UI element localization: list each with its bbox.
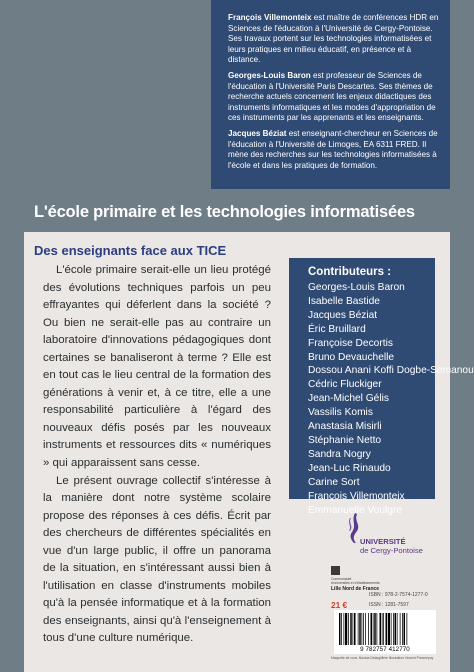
contributor-name: Jean-Luc Rinaudo [308, 462, 391, 474]
contributor-name: Georges-Louis Baron [308, 282, 405, 293]
summary-paragraph: L'école primaire serait-elle un lieu protégé des évolutions techniques parfois un peu effrayantes qui déferlent dans la société ? Ou bien ne serait-elle pas au contraire un laboratoire d'innovations pédagogiques dont certaines se banaliseront à terme ? Elle est en tout cas le lieu central de la formation des générations à venir et, à ce titre, elle a une responsabilité particulière à l'égard des nouveaux défis posés par les nouveaux instruments et ressources dits « numériques » qui apparaissent sans cesse. [43, 264, 271, 470]
contributor-name: François Villemonteix [308, 490, 405, 502]
author-name: François Villemonteix [228, 13, 312, 22]
author-bio [228, 129, 440, 171]
contributors-heading: Contributeurs : [308, 266, 392, 278]
contributor-name: Emmanuelle Voulgre [308, 504, 403, 516]
contributor-name: Bruno Devauchelle [308, 351, 395, 363]
contributors-list [308, 281, 474, 517]
contributor-name: Françoise Decortis [308, 337, 393, 349]
university-name: UNIVERSITÉ [360, 537, 406, 546]
partner-line: d'universités et d'établissements [331, 581, 380, 585]
price: 21 € [331, 600, 348, 610]
author-name: Jacques Béziat [228, 129, 287, 138]
barcode-digits: 9 782757 412770 [360, 646, 410, 653]
author-bio-text: est enseignant-chercheur en Sciences de l'éducation à l'Université de Limoges, EA 6311 FRED. Il mène des recherches sur les technologies informatisées à l'école et dans les pratiques de formation. [228, 129, 438, 170]
contributor-name: Isabelle Bastide [308, 295, 380, 307]
contributor-name: Jacques Béziat [308, 309, 378, 321]
contributor-name: Dossou Anani Koffi Dogbe-Semanou [308, 365, 474, 377]
author-bio-text: est professeur de Sciences de l'éducation à l'Université Paris Descartes. Ses thèmes de recherche actuels concernent les enjeux didactiques des instruments informatiques et les modes d'appropriation de ces instruments par les apprenants et les enseignants. [228, 71, 436, 123]
partner-emblem-icon [331, 566, 340, 575]
barcode [334, 610, 436, 654]
contributor-name: Éric Bruillard [308, 323, 366, 335]
contributor-name: Sandra Nogry [308, 448, 371, 460]
author-bio [228, 13, 440, 66]
contributor-name: Anastasia Misirli [308, 421, 382, 433]
university-location: de Cergy-Pontoise [360, 546, 423, 555]
contributor-name: Vassilis Komis [308, 407, 373, 419]
author-bio [228, 71, 440, 124]
contributor-name: Carine Sort [308, 476, 360, 488]
barcode-bars-icon [334, 610, 436, 646]
book-subtitle: Des enseignants face aux TICE [34, 243, 227, 258]
book-title: L'école primaire et les technologies informatisées [34, 203, 415, 221]
summary-text [43, 262, 271, 648]
partner-line: Communauté [331, 577, 352, 581]
summary-paragraph: Le présent ouvrage collectif s'intéresse à la manière dont notre système scolaire propose des réponses à ces défis. Écrit par des chercheurs de différentes spécialités en vue d'un large public, il offre un panorama de la situation, en s'intéressant aussi bien à l'utilisation en classe d'instruments mobiles qu'à la pensée informatique et à la formation des enseignants, ainsi qu'à l'enseignement à tous d'une culture numérique. [43, 474, 271, 645]
contributor-name: Jean-Michel Gélis [308, 393, 389, 405]
contributor-name: Cédric Fluckiger [308, 379, 382, 391]
partner-logo [331, 566, 386, 592]
issn: ISSN : 1281-7597 [369, 602, 409, 608]
isbn: ISBN : 978-2-7574-1277-0 [369, 592, 428, 598]
contributor-name: Stéphanie Netto [308, 434, 382, 446]
university-logo [335, 512, 435, 560]
author-bio-text: est maître de conférences HDR en Sciences de l'éducation à l'Université de Cergy-Pontoise. Ses travaux portent sur les technologies informatisées et leurs pratiques en milieu éducatif, en présence et à distance. [228, 13, 439, 65]
partner-name: Lille Nord de France [331, 586, 380, 592]
cover-credits: Maquette de couv. Nicolas Delargillière Illustration Vincent Pommepuy [331, 656, 434, 660]
author-name: Georges-Louis Baron [228, 71, 311, 80]
